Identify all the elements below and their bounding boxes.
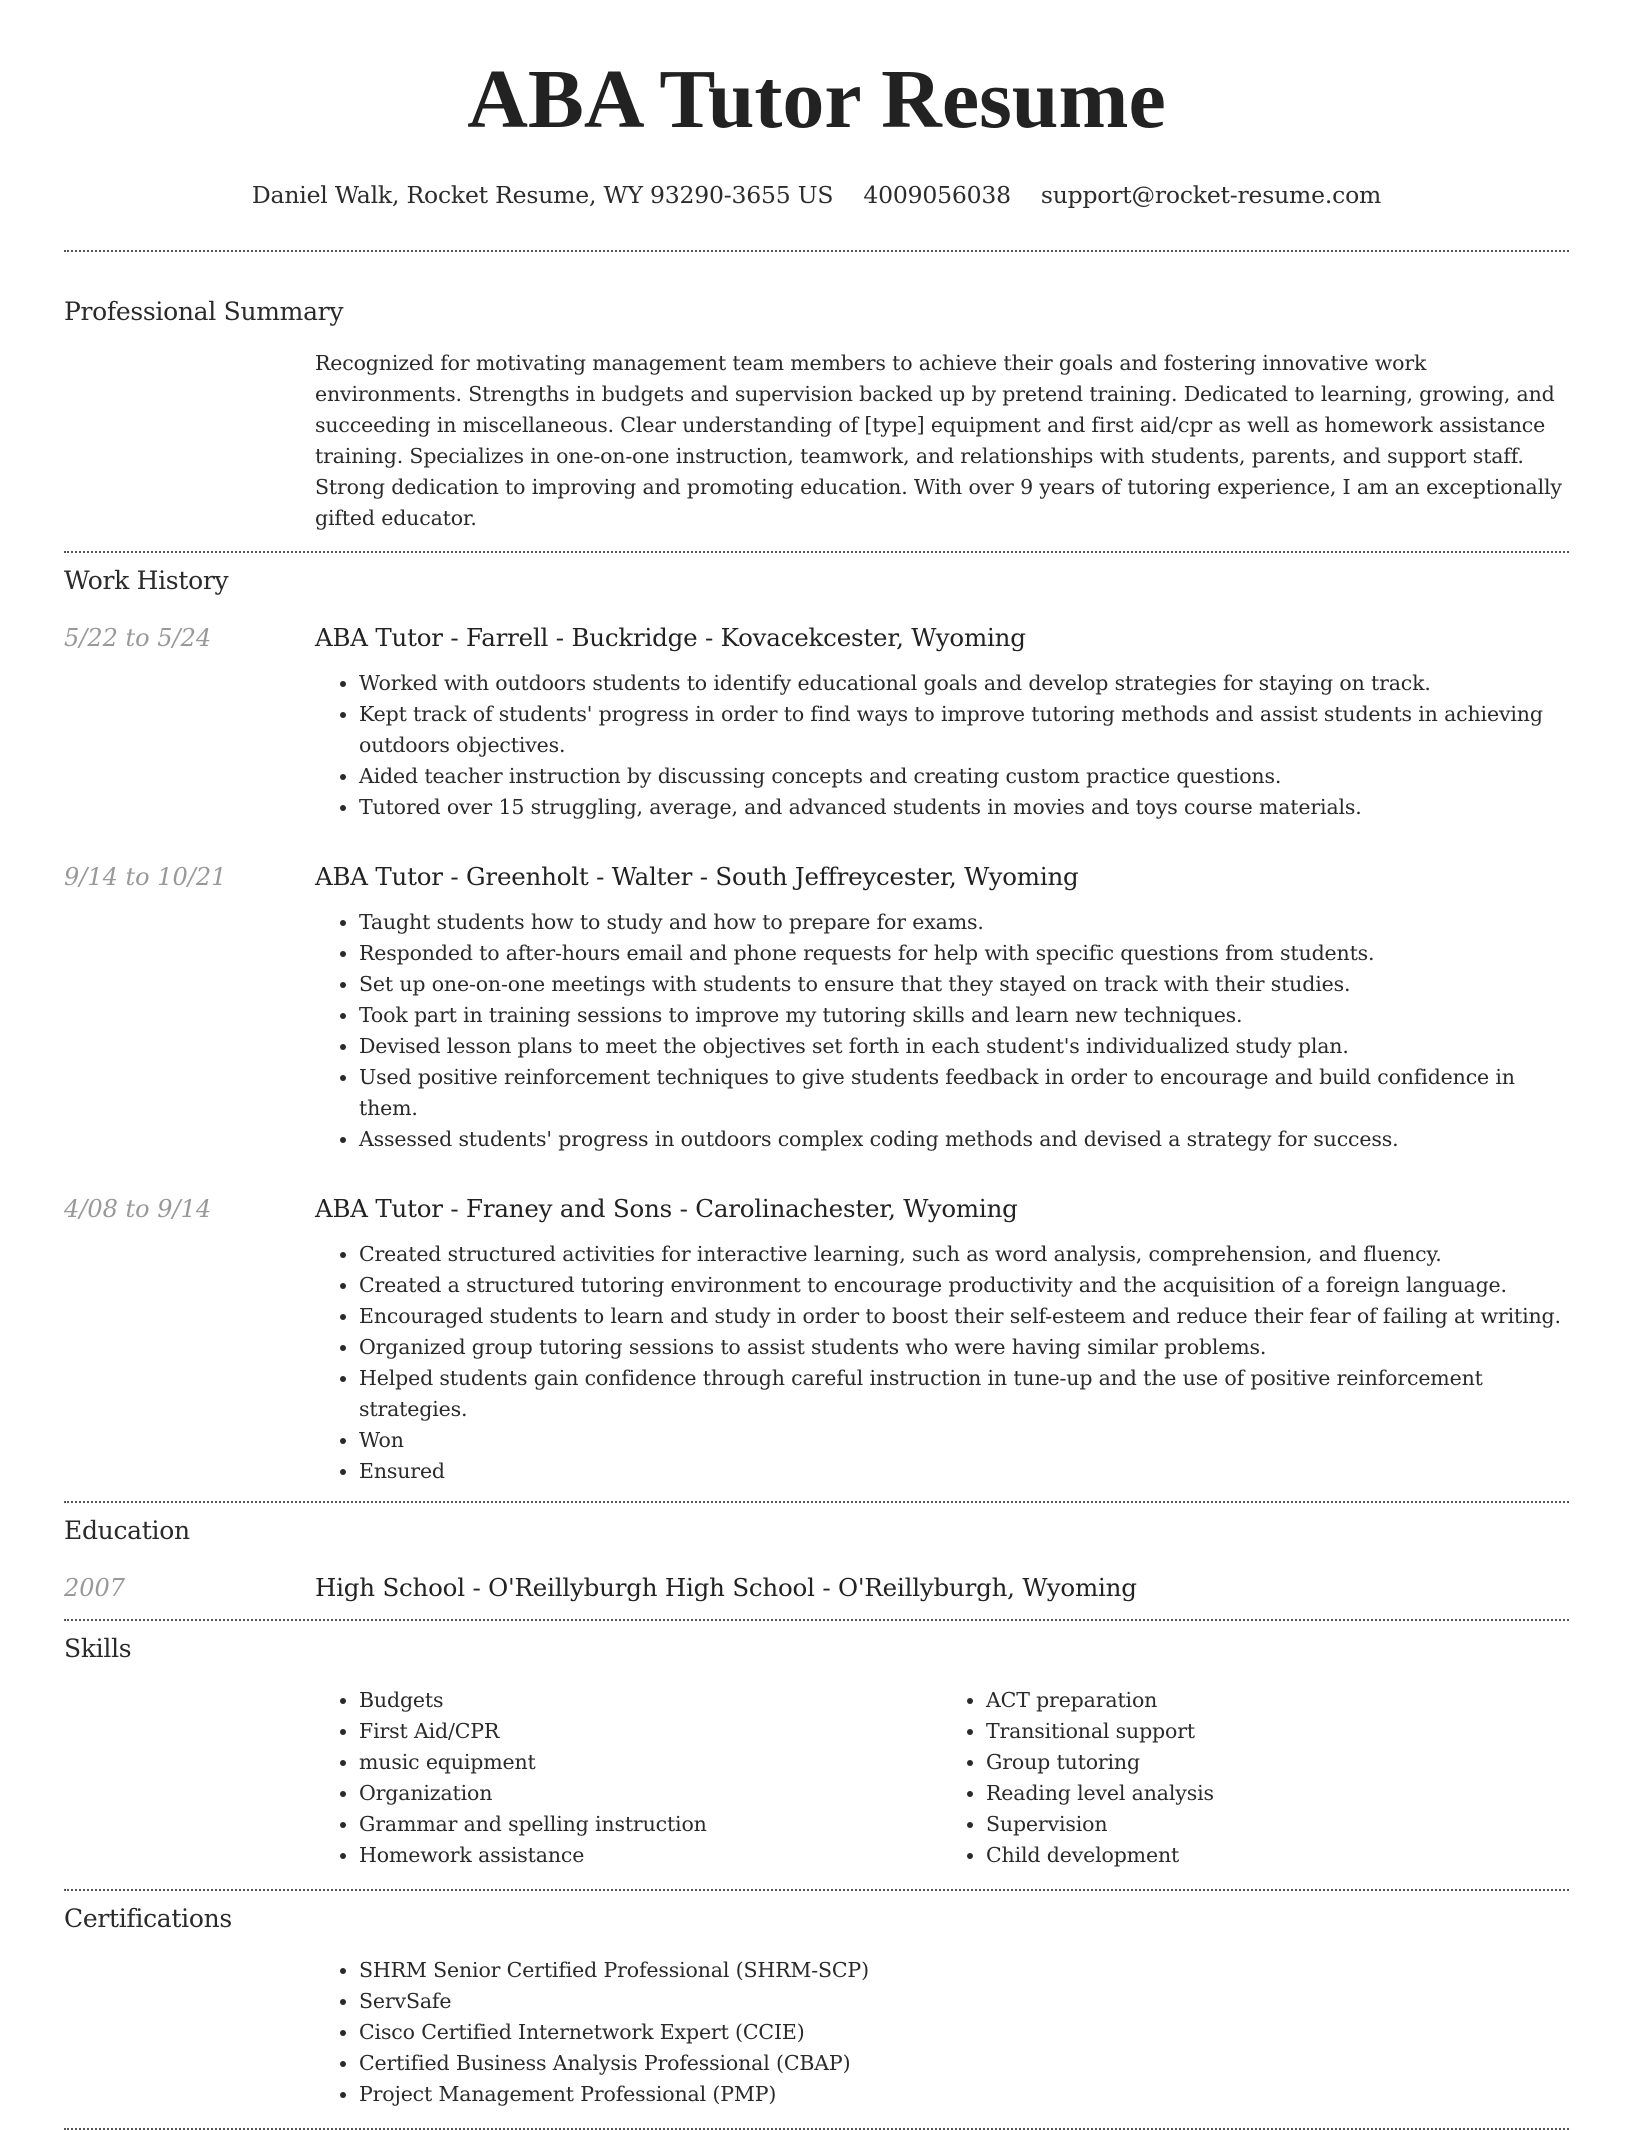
contact-phone: 4009056038 [863, 181, 1011, 209]
list-item: • Encouraged students to learn and study in order to boost their self-esteem and reduce their fear of failing at writing. [359, 1301, 1569, 1332]
job-title: ABA Tutor - Farrell - Buckridge - Kovacekcester, Wyoming [315, 623, 1026, 652]
list-item: • First Aid/CPR [359, 1716, 942, 1747]
job-bullets [315, 668, 1569, 823]
list-item: • Organized group tutoring sessions to assist students who were having similar problems. [359, 1332, 1569, 1363]
list-item: • SHRM Senior Certified Professional (SHRM-SCP) [359, 1955, 1569, 1986]
job-dates: 5/22 to 5/24 [64, 624, 212, 652]
list-item: • Reading level analysis [986, 1778, 1569, 1809]
list-item: • Aided teacher instruction by discussing concepts and creating custom practice questions. [359, 761, 1569, 792]
education-entry [64, 1571, 1569, 1605]
skills-column-left [315, 1685, 942, 1871]
list-item: • Group tutoring [986, 1747, 1569, 1778]
list-item: • Budgets [359, 1685, 942, 1716]
job-title: ABA Tutor - Franey and Sons - Carolinachester, Wyoming [315, 1194, 1018, 1223]
summary-heading: Professional Summary [64, 297, 344, 326]
list-item: • Certified Business Analysis Professional (CBAP) [359, 2048, 1569, 2079]
list-item: • Assessed students' progress in outdoors complex coding methods and devised a strategy for success. [359, 1124, 1569, 1155]
list-item: • Grammar and spelling instruction [359, 1809, 942, 1840]
list-item: • Cisco Certified Internetwork Expert (CCIE) [359, 2017, 1569, 2048]
job-bullets [315, 1239, 1569, 1487]
education-title: High School - O'Reillyburgh High School - O'Reillyburgh, Wyoming [315, 1573, 1137, 1602]
page-title: ABA Tutor Resume [467, 53, 1166, 146]
list-item: • Project Management Professional (PMP) [359, 2079, 1569, 2110]
list-item: • Taught students how to study and how to prepare for exams. [359, 907, 1569, 938]
list-item: • Responded to after-hours email and phone requests for help with specific questions from students. [359, 938, 1569, 969]
job-entry [64, 1192, 1569, 1487]
list-item: • Transitional support [986, 1716, 1569, 1747]
certifications-list [315, 1955, 1569, 2110]
list-item: • Homework assistance [359, 1840, 942, 1871]
list-item: • Set up one-on-one meetings with students to ensure that they stayed on track with their studies. [359, 969, 1569, 1000]
list-item: • Tutored over 15 struggling, average, and advanced students in movies and toys course materials. [359, 792, 1569, 823]
contact-address: Daniel Walk, Rocket Resume, WY 93290-3655 US [251, 181, 834, 209]
list-item: • Kept track of students' progress in order to find ways to improve tutoring methods and assist students in achieving outdoors objectives. [359, 699, 1569, 761]
skills-list [315, 1685, 1569, 1871]
education-year: 2007 [64, 1574, 126, 1602]
contact-email: support@rocket-resume.com [1040, 181, 1382, 209]
education-heading: Education [64, 1516, 190, 1545]
summary-text: Recognized for motivating management team members to achieve their goals and fostering innovative work environments. Strengths in budgets and supervision backed up by pretend training. Dedicated to learning, growing, and succeeding in miscellaneous. Clear understanding of [type] equipment and first aid/cpr as well as homework assistance training. Specializes in one-on-one instruction, teamwork, and relationships with students, parents, and support staff. Strong dedication to improving and promoting education. With over 9 years of tutoring experience, I am an exceptionally gifted educator. [315, 351, 1562, 530]
job-entry [64, 621, 1569, 823]
list-item: • Worked with outdoors students to identify educational goals and develop strategies for staying on track. [359, 668, 1569, 699]
list-item: • Ensured [359, 1456, 1569, 1487]
list-item: • ACT preparation [986, 1685, 1569, 1716]
list-item: • Supervision [986, 1809, 1569, 1840]
list-item: • Created structured activities for interactive learning, such as word analysis, comprehension, and fluency. [359, 1239, 1569, 1270]
list-item: • Created a structured tutoring environment to encourage productivity and the acquisition of a foreign language. [359, 1270, 1569, 1301]
list-item: • ServSafe [359, 1986, 1569, 2017]
job-dates: 9/14 to 10/21 [64, 863, 227, 891]
list-item: • Took part in training sessions to improve my tutoring skills and learn new techniques. [359, 1000, 1569, 1031]
job-bullets [315, 907, 1569, 1155]
resume-page [64, 0, 1569, 2130]
list-item: • Used positive reinforcement techniques to give students feedback in order to encourage and build confidence in them. [359, 1062, 1569, 1124]
list-item: • music equipment [359, 1747, 942, 1778]
list-item: • Devised lesson plans to meet the objectives set forth in each student's individualized study plan. [359, 1031, 1569, 1062]
certifications-heading: Certifications [64, 1904, 232, 1933]
job-entry [64, 860, 1569, 1155]
contact-line [64, 178, 1569, 212]
list-item: • Helped students gain confidence through careful instruction in tune-up and the use of positive reinforcement strategies. [359, 1363, 1569, 1425]
job-title: ABA Tutor - Greenholt - Walter - South Jeffreycester, Wyoming [315, 862, 1079, 891]
skills-heading: Skills [64, 1634, 132, 1663]
work-history-heading: Work History [64, 566, 229, 595]
list-item: • Won [359, 1425, 1569, 1456]
skills-column-right [942, 1685, 1569, 1871]
list-item: • Organization [359, 1778, 942, 1809]
job-dates: 4/08 to 9/14 [64, 1195, 212, 1223]
list-item: • Child development [986, 1840, 1569, 1871]
